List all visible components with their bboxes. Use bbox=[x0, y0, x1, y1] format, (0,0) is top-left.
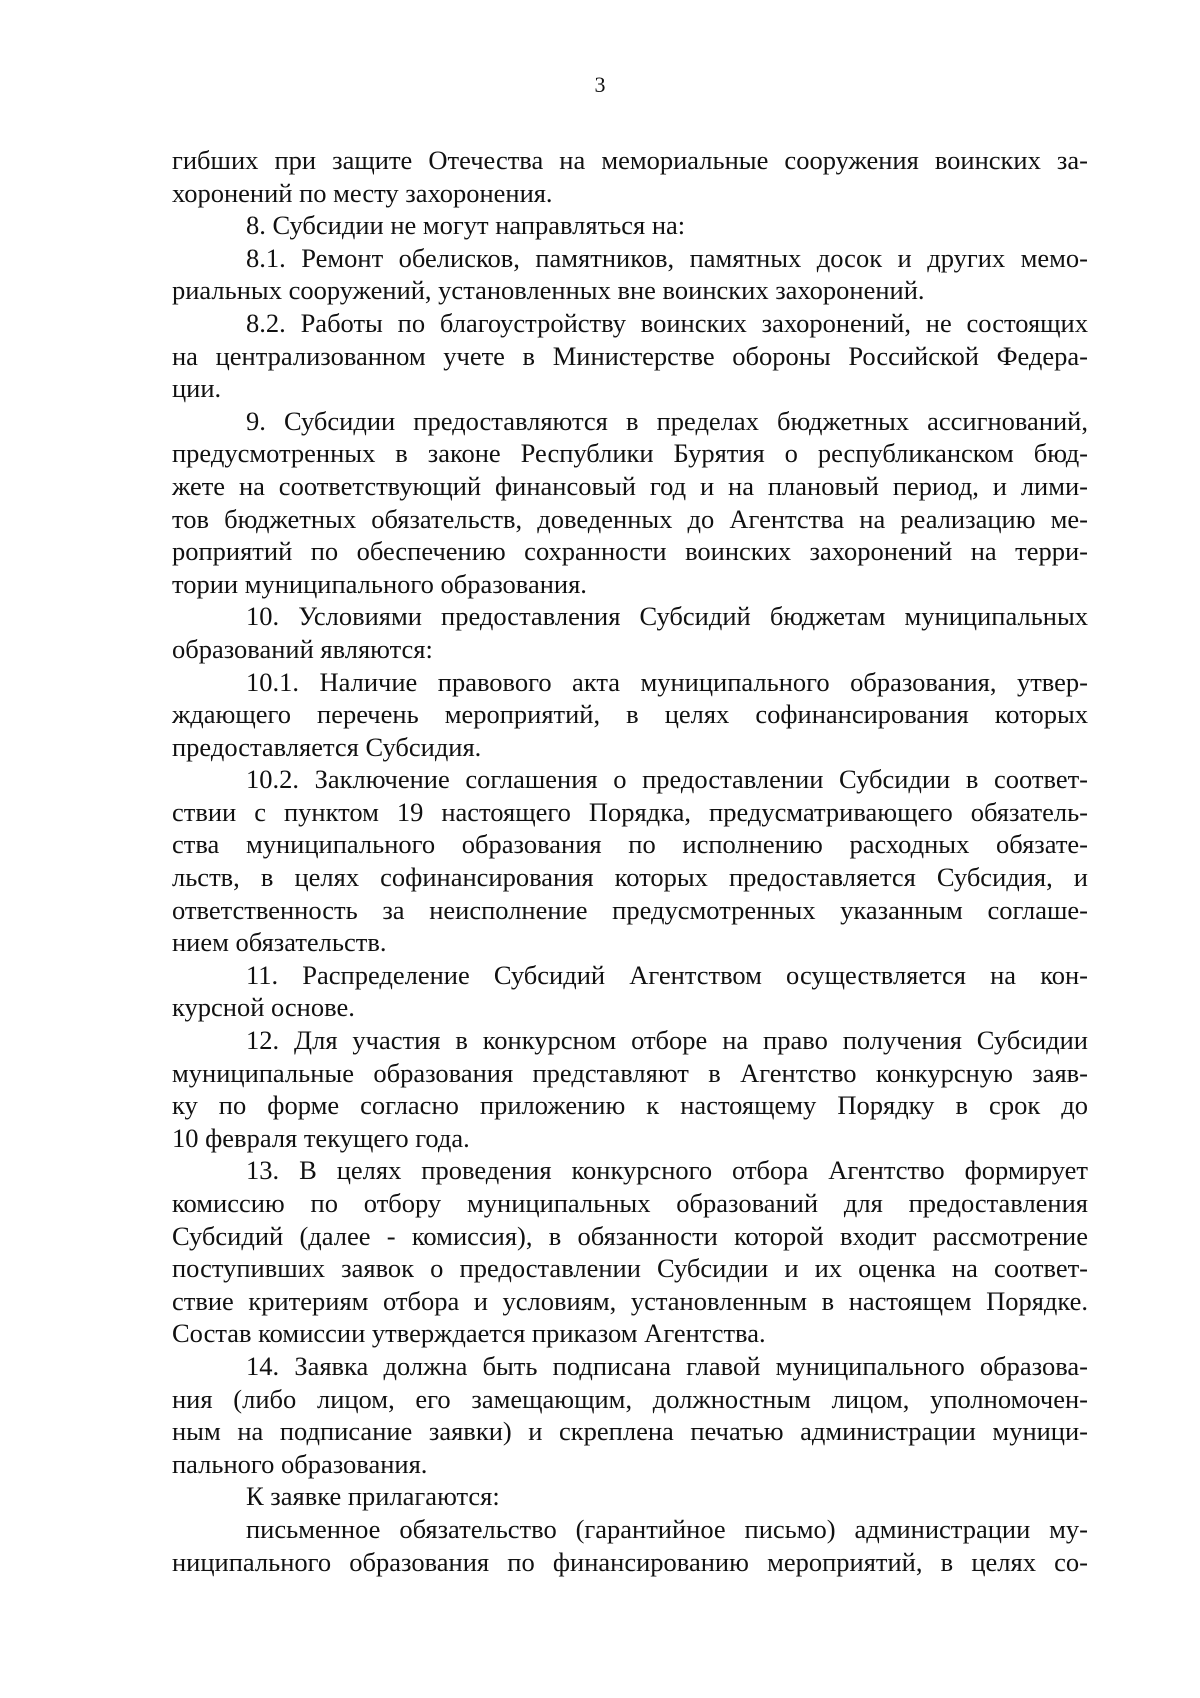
text-line: 10.1. Наличие правового акта муниципального образования, утвер- bbox=[246, 666, 1088, 697]
document-body bbox=[172, 144, 1088, 1578]
text-line: 14. Заявка должна быть подписана главой муниципального образова- bbox=[246, 1350, 1088, 1381]
text-line: ным на подписание заявки) и скреплена печатью администрации муници- bbox=[172, 1416, 1088, 1447]
text-line: нием обязательств. bbox=[172, 927, 387, 958]
text-line: гибших при защите Отечества на мемориальные сооружения воинских за- bbox=[172, 145, 1088, 175]
text-line: Субсидий (далее - комиссия), в обязанности которой входит рассмотрение bbox=[172, 1220, 1088, 1251]
text-line: ства муниципального образования по исполнению расходных обязате- bbox=[172, 829, 1088, 860]
text-line: тории муниципального образования. bbox=[172, 568, 587, 599]
text-line: 9. Субсидии предоставляются в пределах бюджетных ассигнований, bbox=[246, 405, 1088, 436]
text-line: ответственность за неисполнение предусмотренных указанным соглаше- bbox=[172, 894, 1088, 925]
text-line: ствии с пунктом 19 настоящего Порядка, предусматривающего обязатель- bbox=[172, 796, 1088, 827]
text-line: муниципальные образования представляют в Агентство конкурсную заяв- bbox=[172, 1057, 1088, 1088]
text-line: роприятий по обеспечению сохранности воинских захоронений на терри- bbox=[172, 536, 1088, 567]
text-line: 8.1. Ремонт обелисков, памятников, памятных досок и других мемо- bbox=[246, 242, 1088, 273]
text-line: жете на соответствующий финансовый год и на плановый период, и лими- bbox=[172, 470, 1088, 501]
text-line: 10.2. Заключение соглашения о предоставлении Субсидии в соответ- bbox=[246, 764, 1088, 795]
text-line: 11. Распределение Субсидий Агентством осуществляется на кон- bbox=[246, 959, 1088, 990]
text-line: пального образования. bbox=[172, 1448, 428, 1479]
text-line: комиссию по отбору муниципальных образований для предоставления bbox=[172, 1188, 1088, 1218]
text-line: 10. Условиями предоставления Субсидий бюджетам муниципальных bbox=[246, 601, 1088, 632]
text-line: предусмотренных в законе Республики Бурятия о республиканском бюд- bbox=[172, 438, 1088, 469]
text-line: ку по форме согласно приложению к настоящему Порядку в срок до bbox=[172, 1090, 1088, 1121]
text-line: поступивших заявок о предоставлении Субсидии и их оценка на соответ- bbox=[172, 1253, 1088, 1284]
text-line: 10 февраля текущего года. bbox=[172, 1122, 470, 1153]
text-line: 12. Для участия в конкурсном отборе на право получения Субсидии bbox=[246, 1025, 1088, 1056]
text-line: хоронений по месту захоронения. bbox=[172, 177, 553, 208]
page-number: 3 bbox=[594, 72, 606, 97]
text-line: ствие критериям отбора и условиям, установленным в настоящем Порядке. bbox=[172, 1285, 1088, 1316]
text-line: Состав комиссии утверждается приказом Агентства. bbox=[172, 1318, 766, 1349]
text-line: 8.2. Работы по благоустройству воинских захоронений, не состоящих bbox=[246, 307, 1088, 338]
text-line: ния (либо лицом, его замещающим, должностным лицом, уполномочен- bbox=[172, 1383, 1088, 1414]
text-line: ждающего перечень мероприятий, в целях софинансирования которых bbox=[172, 699, 1088, 730]
text-line: ниципального образования по финансированию мероприятий, в целях со- bbox=[172, 1546, 1088, 1577]
text-line: предоставляется Субсидия. bbox=[172, 731, 482, 762]
text-line: письменное обязательство (гарантийное письмо) администрации му- bbox=[246, 1513, 1088, 1544]
text-line: ции. bbox=[172, 373, 222, 404]
text-line: тов бюджетных обязательств, доведенных до Агентства на реализацию ме- bbox=[172, 503, 1088, 534]
text-line: риальных сооружений, установленных вне воинских захоронений. bbox=[172, 275, 925, 306]
text-line: К заявке прилагаются: bbox=[246, 1481, 500, 1512]
text-line: 13. В целях проведения конкурсного отбора Агентство формирует bbox=[246, 1155, 1088, 1186]
text-line: 8. Субсидии не могут направляться на: bbox=[246, 210, 686, 241]
text-line: курсной основе. bbox=[172, 992, 355, 1023]
text-line: образований являются: bbox=[172, 633, 433, 664]
text-line: на централизованном учете в Министерстве обороны Российской Федера- bbox=[172, 340, 1088, 371]
text-line: льств, в целях софинансирования которых предоставляется Субсидия, и bbox=[172, 862, 1088, 893]
